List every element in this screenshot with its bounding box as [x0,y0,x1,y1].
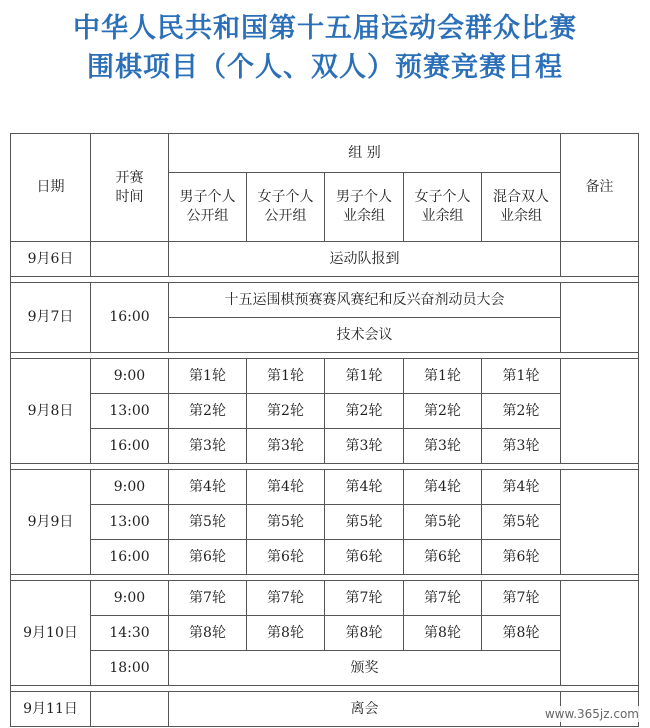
note-cell [561,283,639,353]
group-label: 业余组 [500,208,542,224]
date-cell: 9月8日 [11,359,91,464]
note-cell [561,581,639,686]
table-row [11,581,639,616]
time-cell: 9:00 [91,470,169,505]
header-group-3 [325,173,404,242]
schedule-table [10,133,639,727]
round-cell: 第3轮 [404,429,482,464]
note-cell [561,359,639,464]
header-date: 日期 [11,134,91,242]
round-cell: 第7轮 [169,581,247,616]
table-row [11,394,639,429]
round-cell: 第2轮 [482,394,561,429]
round-cell: 第5轮 [482,505,561,540]
round-cell: 第3轮 [325,429,404,464]
header-time-line1: 开赛 [115,169,144,186]
header-time [91,134,169,242]
date-cell: 9月7日 [11,283,91,353]
table-row [11,429,639,464]
header-note: 备注 [561,134,639,242]
header-time-line2: 时间 [115,188,144,205]
round-cell: 第8轮 [404,616,482,651]
round-cell: 第3轮 [482,429,561,464]
round-cell: 第6轮 [247,540,325,575]
round-cell: 第4轮 [169,470,247,505]
round-cell: 第5轮 [404,505,482,540]
round-cell: 第1轮 [404,359,482,394]
group-label: 男子个人 [336,189,392,206]
time-cell: 16:00 [91,283,169,353]
round-cell: 第7轮 [482,581,561,616]
time-cell [91,692,169,727]
header-group: 组 别 [169,134,561,173]
header-group-1 [169,173,247,242]
round-cell: 第4轮 [404,470,482,505]
group-label: 业余组 [343,208,385,224]
title-line-2: 围棋项目（个人、双人）预赛竞赛日程 [87,52,563,83]
group-label: 女子个人 [414,189,471,206]
header-group-4 [404,173,482,242]
table-row [11,470,639,505]
date-cell: 9月10日 [11,581,91,686]
group-label: 公开组 [264,208,307,224]
round-cell: 第2轮 [247,394,325,429]
group-label: 男子个人 [179,189,236,206]
round-cell: 第4轮 [247,470,325,505]
header-group-2 [247,173,325,242]
time-cell: 13:00 [91,505,169,540]
round-cell: 第4轮 [482,470,561,505]
time-cell: 9:00 [91,359,169,394]
header-group-5 [482,173,561,242]
date-cell: 9月11日 [11,692,91,727]
round-cell: 第6轮 [404,540,482,575]
round-cell: 第6轮 [482,540,561,575]
note-cell [561,242,639,277]
title-line-1: 中华人民共和国第十五届运动会群众比赛 [73,13,577,44]
event-cell: 运动队报到 [169,242,561,277]
round-cell: 第2轮 [169,394,247,429]
group-label: 业余组 [421,208,464,224]
round-cell: 第2轮 [325,394,404,429]
event-cell: 颁奖 [169,651,561,686]
table-row [11,540,639,575]
time-cell: 14:30 [91,616,169,651]
event-cell: 技术会议 [169,318,561,353]
time-cell: 13:00 [91,394,169,429]
round-cell: 第5轮 [325,505,404,540]
event-cell: 离会 [169,692,561,727]
time-cell [91,242,169,277]
round-cell: 第3轮 [169,429,247,464]
round-cell: 第1轮 [247,359,325,394]
round-cell: 第6轮 [325,540,404,575]
time-cell: 16:00 [91,429,169,464]
round-cell: 第3轮 [247,429,325,464]
table-row [11,651,639,686]
watermark: www.365jz.com [542,706,642,722]
group-label: 公开组 [186,208,229,224]
time-cell: 9:00 [91,581,169,616]
header-row [11,134,639,173]
round-cell: 第7轮 [247,581,325,616]
round-cell: 第5轮 [169,505,247,540]
table-row [11,359,639,394]
round-cell: 第2轮 [404,394,482,429]
round-cell: 第1轮 [325,359,404,394]
date-cell: 9月6日 [11,242,91,277]
round-cell: 第8轮 [247,616,325,651]
table-row [11,242,639,277]
event-cell: 十五运围棋预赛赛风赛纪和反兴奋剂动员大会 [169,283,561,318]
round-cell: 第8轮 [169,616,247,651]
round-cell: 第1轮 [482,359,561,394]
round-cell: 第7轮 [325,581,404,616]
round-cell: 第1轮 [169,359,247,394]
round-cell: 第4轮 [325,470,404,505]
time-cell: 18:00 [91,651,169,686]
group-label: 女子个人 [257,189,314,206]
round-cell: 第7轮 [404,581,482,616]
round-cell: 第5轮 [247,505,325,540]
group-label: 混合双人 [493,189,549,206]
date-cell: 9月9日 [11,470,91,575]
table-row [11,283,639,318]
round-cell: 第6轮 [169,540,247,575]
round-cell: 第8轮 [482,616,561,651]
table-row [11,505,639,540]
note-cell [561,470,639,575]
round-cell: 第8轮 [325,616,404,651]
table-row [11,616,639,651]
time-cell: 16:00 [91,540,169,575]
